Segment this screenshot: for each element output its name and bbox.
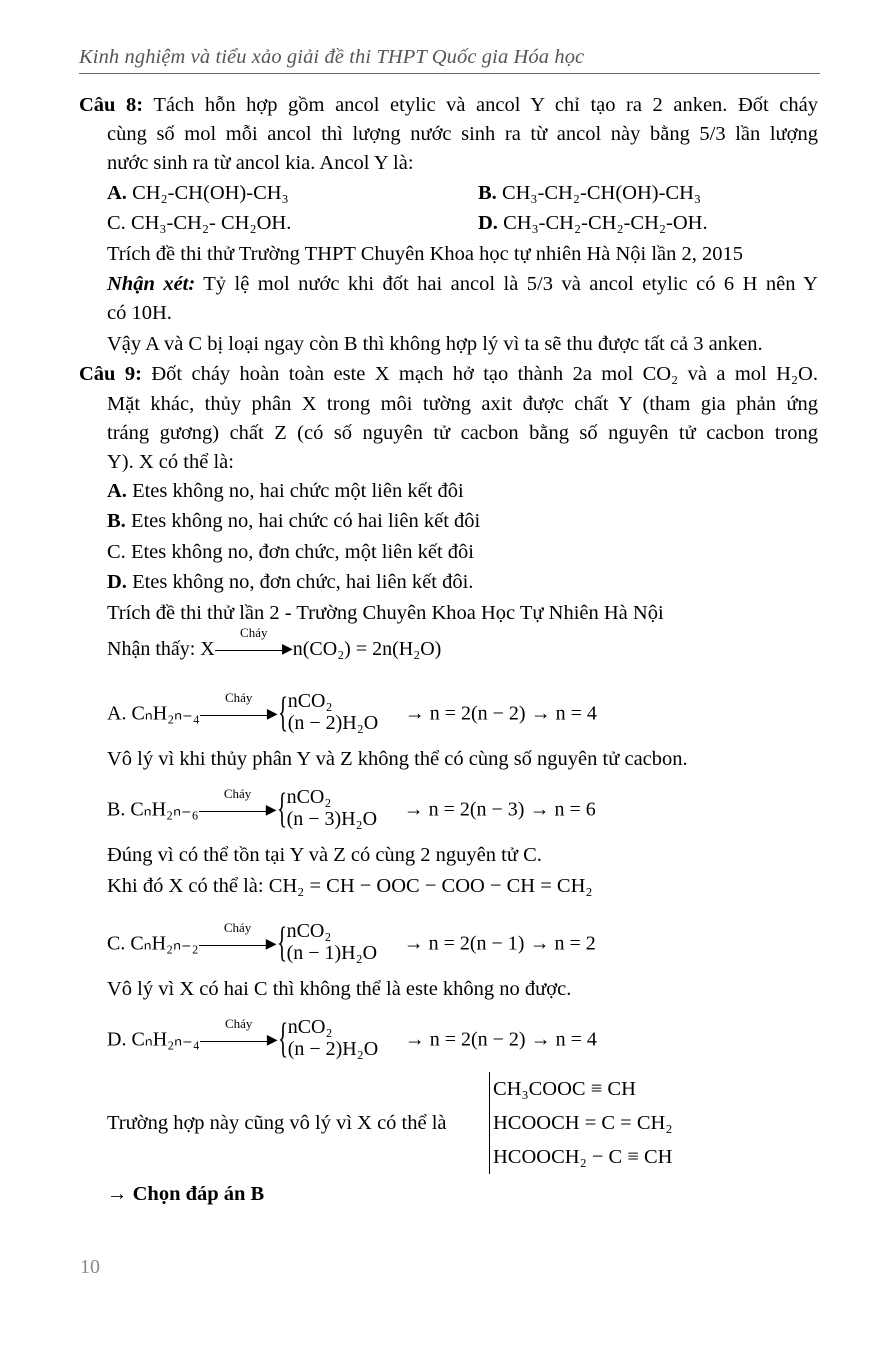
option-letter: A. bbox=[107, 480, 127, 502]
arrow-label: Cháy bbox=[240, 625, 268, 641]
reaction-arrow: Cháy ▶ bbox=[199, 935, 277, 955]
option-text: Etes không no, đơn chức, hai liên kết đôi. bbox=[132, 571, 474, 593]
observe-equation bbox=[107, 625, 442, 661]
product-2: (n − 3)H₂O bbox=[286, 808, 378, 830]
case-formula: CₙH₂ₙ₋₂ bbox=[130, 932, 199, 955]
reaction-arrow: Cháy ▶ bbox=[199, 801, 277, 821]
running-header: Kinh nghiệm và tiểu xảo giải đề thi THPT Quốc gia Hóa học bbox=[79, 46, 585, 68]
q8-text-line1: Tách hỗn hợp gồm ancol etylic và ancol Y chỉ tạo ra 2 anken. Đốt cháy bbox=[153, 94, 818, 116]
q9-option-d bbox=[107, 569, 473, 595]
remark-label: Nhận xét: bbox=[107, 273, 196, 295]
case-c-equation bbox=[107, 922, 596, 968]
case-letter: B. bbox=[107, 798, 126, 821]
q8-option-b bbox=[478, 180, 701, 206]
case-a-comment: Vô lý vì khi thủy phân Y và Z không thể có cùng số nguyên tử cacbon. bbox=[107, 748, 688, 770]
answer: → Chọn đáp án B bbox=[107, 1183, 265, 1205]
option-text: CH₃-CH₂-CH₂-CH₂-OH. bbox=[503, 212, 708, 234]
case-result: → n = 2(n − 1) → n = 2 bbox=[403, 932, 596, 955]
case-result: → n = 2(n − 2) → n = 4 bbox=[404, 1028, 597, 1051]
option-letter: C. bbox=[107, 541, 126, 563]
option-letter: D. bbox=[478, 212, 498, 234]
option-text: Etes không no, hai chức có hai liên kết đôi bbox=[130, 510, 481, 532]
q9-text-line3: tráng gương) chất Z (có số nguyên tử cacbon bằng số nguyên tử cacbon trong bbox=[107, 422, 818, 444]
q8-conclusion: Vậy A và C bị loại ngay còn B thì không hợp lý vì ta sẽ thu được tất cả 3 anken. bbox=[107, 333, 763, 355]
q8-option-d bbox=[478, 210, 708, 236]
case-b-comment: Đúng vì có thể tồn tại Y và Z có cùng 2 nguyên tử C. bbox=[107, 844, 542, 866]
option-text: CH₃-CH₂- CH₂OH. bbox=[130, 212, 292, 234]
case-letter: A. bbox=[107, 702, 127, 725]
product-2: (n − 2)H₂O bbox=[287, 1038, 379, 1060]
final-option: HCOOCH = C = CH₂ bbox=[493, 1112, 673, 1134]
q8-label: Câu 8: bbox=[79, 94, 144, 116]
q9-line1 bbox=[79, 361, 818, 387]
comment-formula: CH₂ = CH − OOC − COO − CH = CH₂ bbox=[268, 875, 593, 897]
option-letter: A. bbox=[107, 182, 127, 204]
option-letter: B. bbox=[478, 182, 497, 204]
arrow-label: Cháy bbox=[223, 786, 252, 801]
q9-option-a bbox=[107, 478, 464, 504]
option-text: Etes không no, đơn chức, một liên kết đôi bbox=[130, 541, 475, 563]
arrow-label: Cháy bbox=[224, 690, 253, 705]
q8-text-line2: cùng số mol mỗi ancol thì lượng nước sinh ra từ ancol này bằng 5/3 lần lượng bbox=[107, 123, 818, 145]
final-options-system bbox=[489, 1072, 673, 1174]
final-option: HCOOCH₂ − C ≡ CH bbox=[493, 1146, 673, 1168]
arrow-label: Cháy bbox=[224, 1016, 253, 1031]
option-text: CH₃-CH₂-CH(OH)-CH₃ bbox=[501, 182, 702, 204]
case-c-comment: Vô lý vì X có hai C thì không thể là este không no được. bbox=[107, 978, 572, 1000]
option-letter: C. bbox=[107, 212, 126, 234]
reaction-arrow: Cháy ▶ bbox=[200, 705, 278, 725]
case-letter: D. bbox=[107, 1028, 127, 1051]
case-formula: CₙH₂ₙ₋₆ bbox=[130, 798, 199, 821]
q8-line1 bbox=[79, 92, 818, 118]
case-result: → n = 2(n − 3) → n = 6 bbox=[403, 798, 596, 821]
case-d-equation bbox=[107, 1018, 597, 1064]
option-letter: D. bbox=[107, 571, 127, 593]
q9-text-line4: Y). X có thể là: bbox=[107, 451, 234, 473]
remark-text: Tỷ lệ mol nước khi đốt hai ancol là 5/3 và ancol etylic có 6 H nên Y bbox=[203, 273, 818, 295]
case-result: → n = 2(n − 2) → n = 4 bbox=[404, 702, 597, 725]
q8-text-line3: nước sinh ra từ ancol kia. Ancol Y là: bbox=[107, 152, 414, 174]
reaction-arrow: Cháy ▶ bbox=[200, 1031, 278, 1051]
case-formula: CₙH₂ₙ₋₄ bbox=[131, 1028, 200, 1051]
option-text: Etes không no, hai chức một liên kết đôi bbox=[132, 480, 464, 502]
arrow-label: Cháy bbox=[223, 920, 252, 935]
reaction-arrow: Cháy ▶ bbox=[215, 640, 293, 660]
case-a-equation bbox=[107, 692, 597, 738]
q9-text-line1: Đốt cháy hoàn toàn este X mạch hở tạo thành 2a mol CO₂ và a mol H₂O. bbox=[151, 363, 818, 385]
product-1: nCO₂ bbox=[286, 786, 332, 808]
q8-option-a bbox=[107, 180, 289, 206]
observe-result: n(CO₂) = 2n(H₂O) bbox=[292, 638, 442, 660]
header-rule bbox=[79, 73, 820, 74]
product-1: nCO₂ bbox=[287, 1016, 333, 1038]
case-formula: CₙH₂ₙ₋₄ bbox=[131, 702, 200, 725]
products-system: { nCO₂ (n − 2)H₂O bbox=[277, 690, 379, 736]
case-letter: C. bbox=[107, 932, 126, 955]
q8-option-c bbox=[107, 210, 291, 236]
option-text: CH₂-CH(OH)-CH₃ bbox=[132, 182, 289, 204]
product-1: nCO₂ bbox=[287, 690, 333, 712]
product-1: nCO₂ bbox=[286, 920, 332, 942]
option-letter: B. bbox=[107, 510, 126, 532]
comment-label: Khi đó X có thể là: bbox=[107, 875, 264, 897]
products-system: { nCO₂ (n − 1)H₂O bbox=[276, 920, 378, 966]
q9-label: Câu 9: bbox=[79, 363, 142, 385]
products-system: { nCO₂ (n − 3)H₂O bbox=[276, 786, 378, 832]
q8-remark-line2: có 10H. bbox=[107, 302, 172, 324]
final-option: CH₃COOC ≡ CH bbox=[493, 1078, 636, 1100]
q9-option-c bbox=[107, 539, 474, 565]
q8-source: Trích đề thi thử Trường THPT Chuyên Khoa học tự nhiên Hà Nội lần 2, 2015 bbox=[107, 243, 744, 265]
case-b-equation bbox=[107, 788, 596, 834]
products-system: { nCO₂ (n − 2)H₂O bbox=[277, 1016, 379, 1062]
q8-remark bbox=[107, 271, 818, 297]
product-2: (n − 2)H₂O bbox=[287, 712, 379, 734]
product-2: (n − 1)H₂O bbox=[286, 942, 378, 964]
observe-label: Nhận thấy: X bbox=[107, 638, 215, 660]
page-number: 10 bbox=[80, 1256, 100, 1278]
final-text: Trường hợp này cũng vô lý vì X có thể là bbox=[107, 1112, 447, 1134]
q9-source: Trích đề thi thử lần 2 - Trường Chuyên Khoa Học Tự Nhiên Hà Nội bbox=[107, 602, 664, 624]
case-b-comment2 bbox=[107, 873, 593, 899]
q9-option-b bbox=[107, 508, 480, 534]
q9-text-line2: Mặt khác, thủy phân X trong môi tường axit được chất Y (tham gia phản ứng bbox=[107, 393, 818, 415]
